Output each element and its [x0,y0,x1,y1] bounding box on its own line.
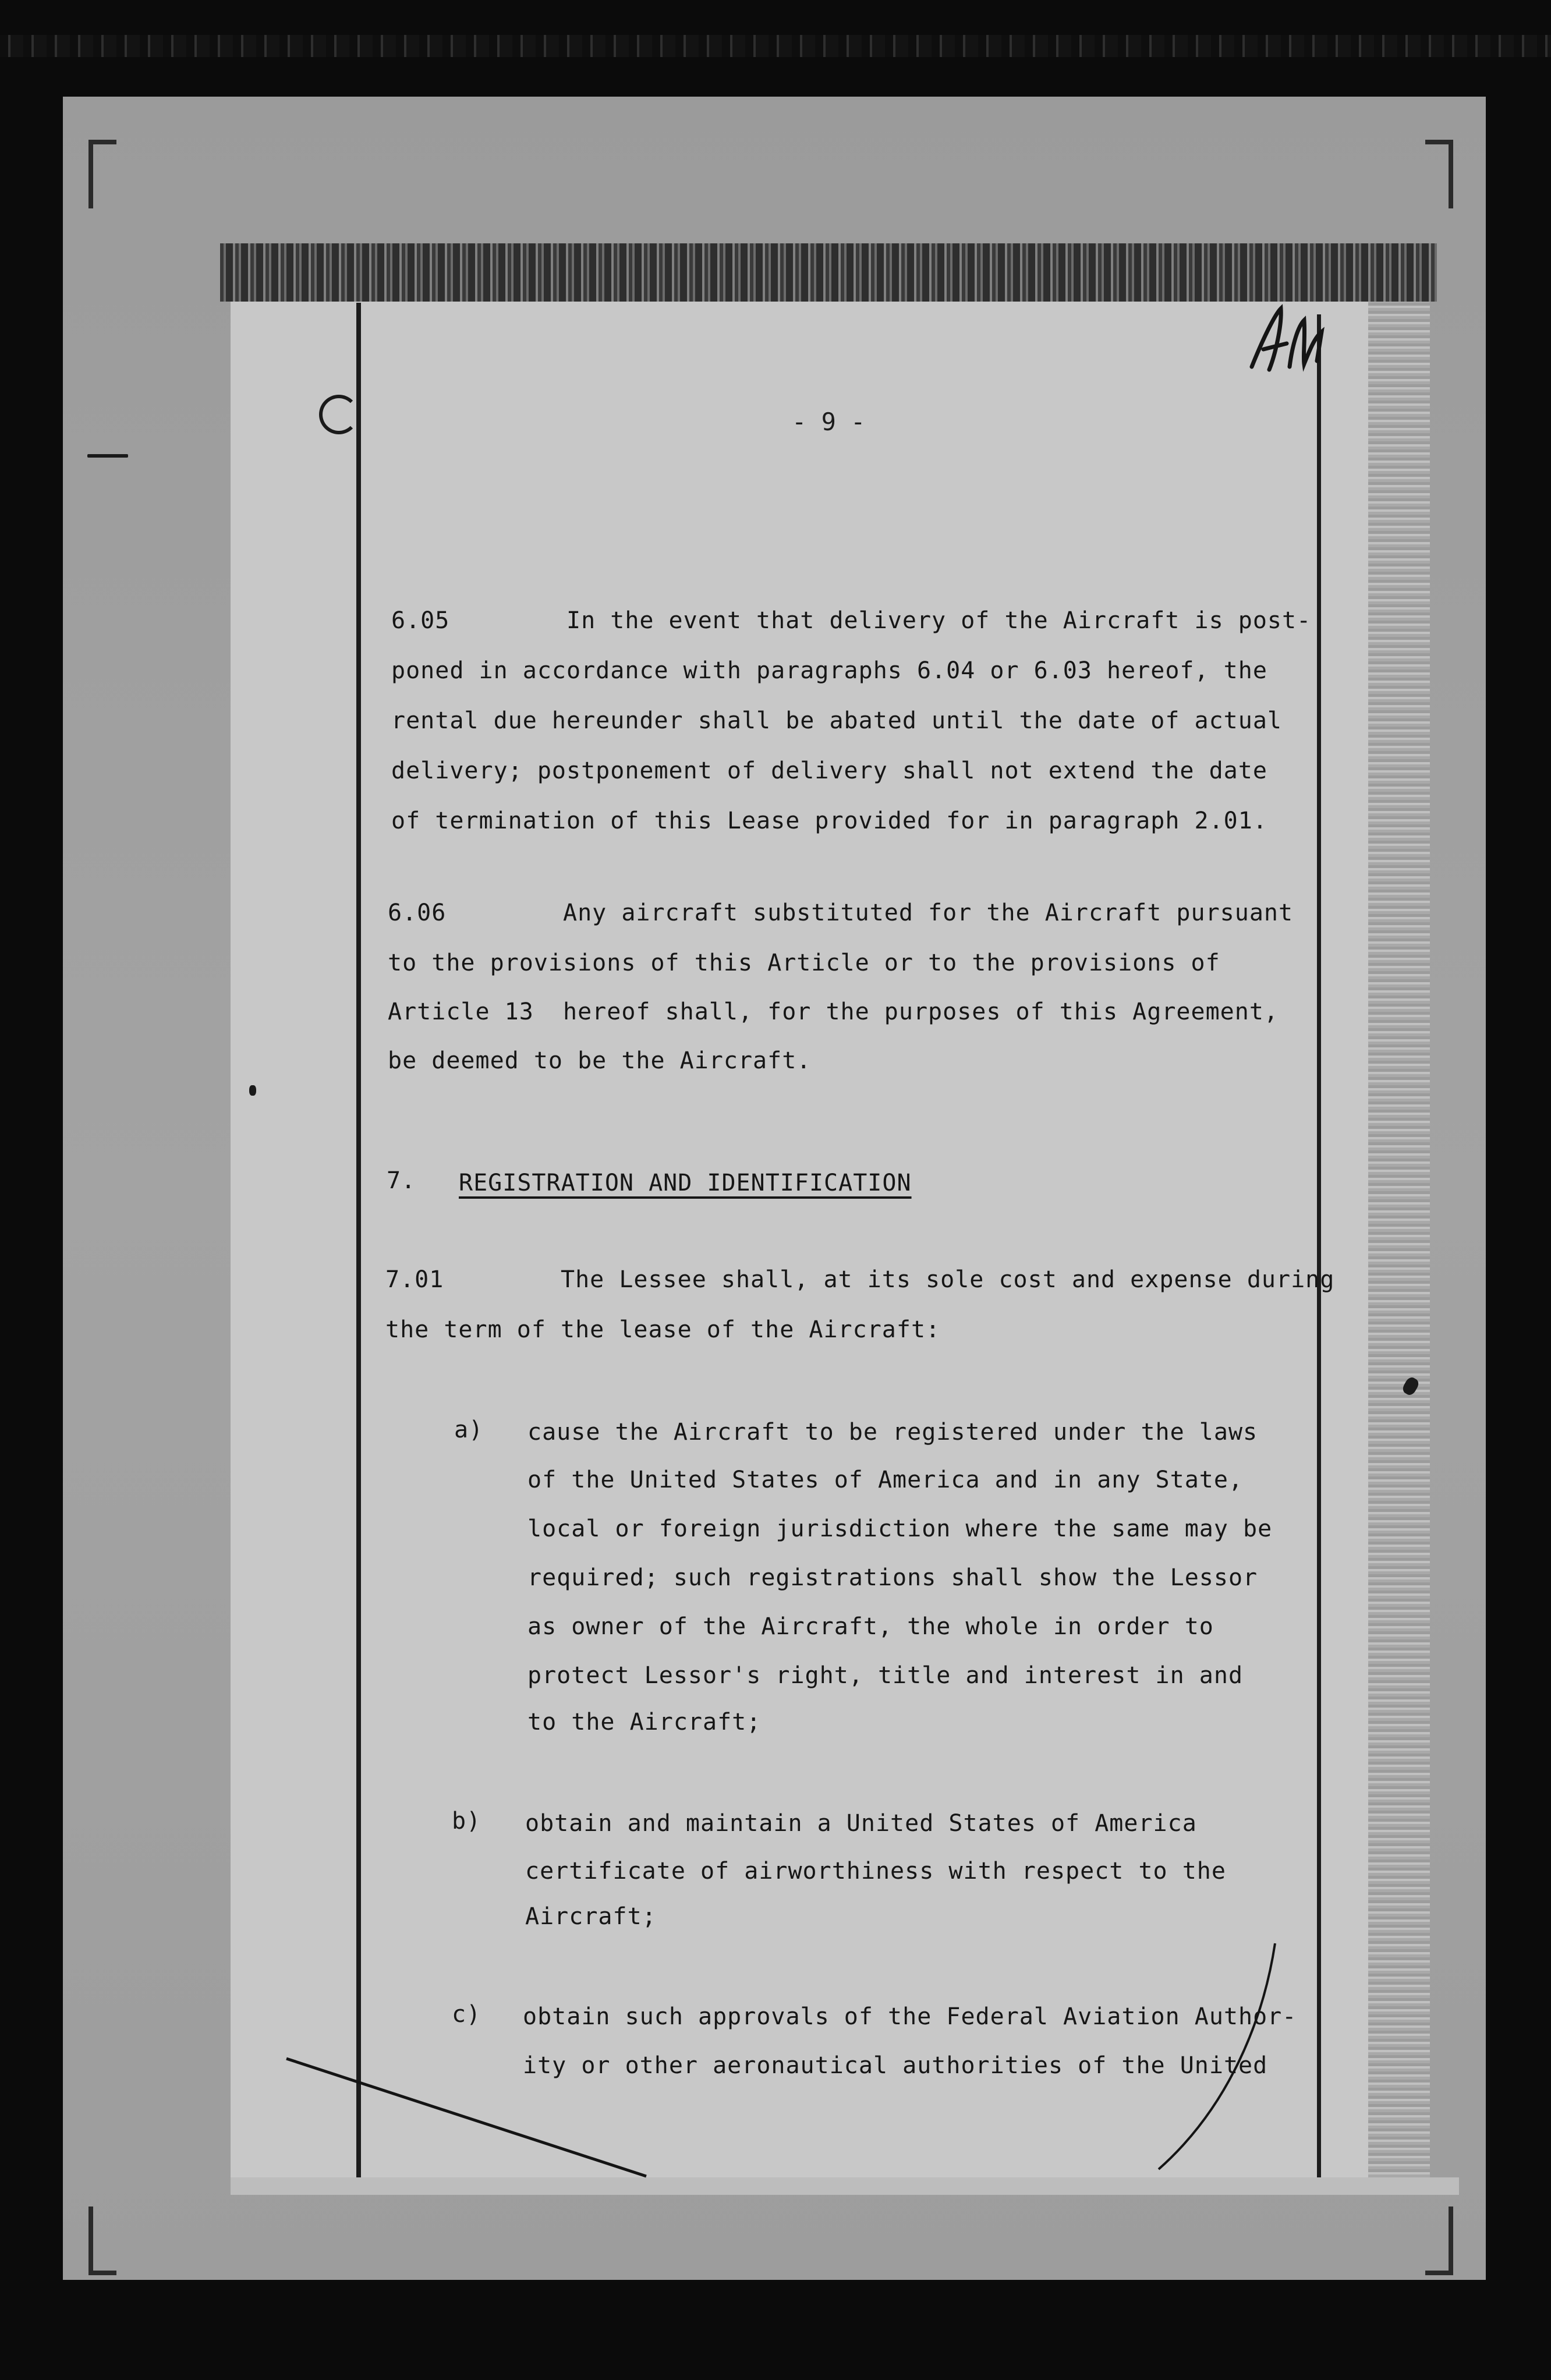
list-marker: c) [452,2001,481,2028]
list-item-line: to the Aircraft; [527,1709,762,1736]
paragraph-line: the term of the lease of the Aircraft: [385,1316,941,1343]
page-number: - 9 - [792,408,866,436]
paragraph-line: 6.06 Any aircraft substituted for the Aircraft pursuant [388,899,1294,926]
paragraph-line: be deemed to be the Aircraft. [388,1047,812,1074]
list-item-line: protect Lessor's right, title and interest in and [527,1662,1244,1689]
paragraph-line: rental due hereunder shall be abated until the date of actual [391,707,1283,734]
list-item-line: of the United States of America and in any State, [527,1467,1244,1493]
list-item-line: obtain and maintain a United States of America [525,1810,1197,1837]
list-item-line: obtain such approvals of the Federal Aviation Author- [523,2003,1297,2030]
list-marker: a) [454,1416,484,1443]
paragraph-line: Article 13 hereof shall, for the purposes of this Agreement, [388,998,1279,1025]
paragraph-line: to the provisions of this Article or to the provisions of [388,950,1220,976]
list-marker: b) [452,1808,481,1834]
list-item-line: as owner of the Aircraft, the whole in order to [527,1613,1214,1640]
list-item-line: certificate of airworthiness with respect to the [525,1858,1226,1885]
section-title: REGISTRATION AND IDENTIFICATION [459,1170,912,1196]
section-number: 7. [387,1167,416,1194]
paragraph-line: delivery; postponement of delivery shall not extend the date [391,757,1267,784]
list-item-line: ity or other aeronautical authorities of the United [523,2052,1268,2079]
paragraph-line: of termination of this Lease provided for in paragraph 2.01. [391,808,1267,834]
paragraph-line: 7.01 The Lessee shall, at its sole cost and expense during [385,1266,1335,1293]
paragraph-line: poned in accordance with paragraphs 6.04 or 6.03 hereof, the [391,657,1267,684]
list-item-line: cause the Aircraft to be registered under the laws [527,1419,1258,1446]
list-item-line: local or foreign jurisdiction where the same may be [527,1515,1273,1542]
list-item-line: Aircraft; [525,1903,657,1930]
paragraph-line: 6.05 In the event that delivery of the Aircraft is post- [391,607,1312,634]
list-item-line: required; such registrations shall show the Lessor [527,1564,1258,1591]
